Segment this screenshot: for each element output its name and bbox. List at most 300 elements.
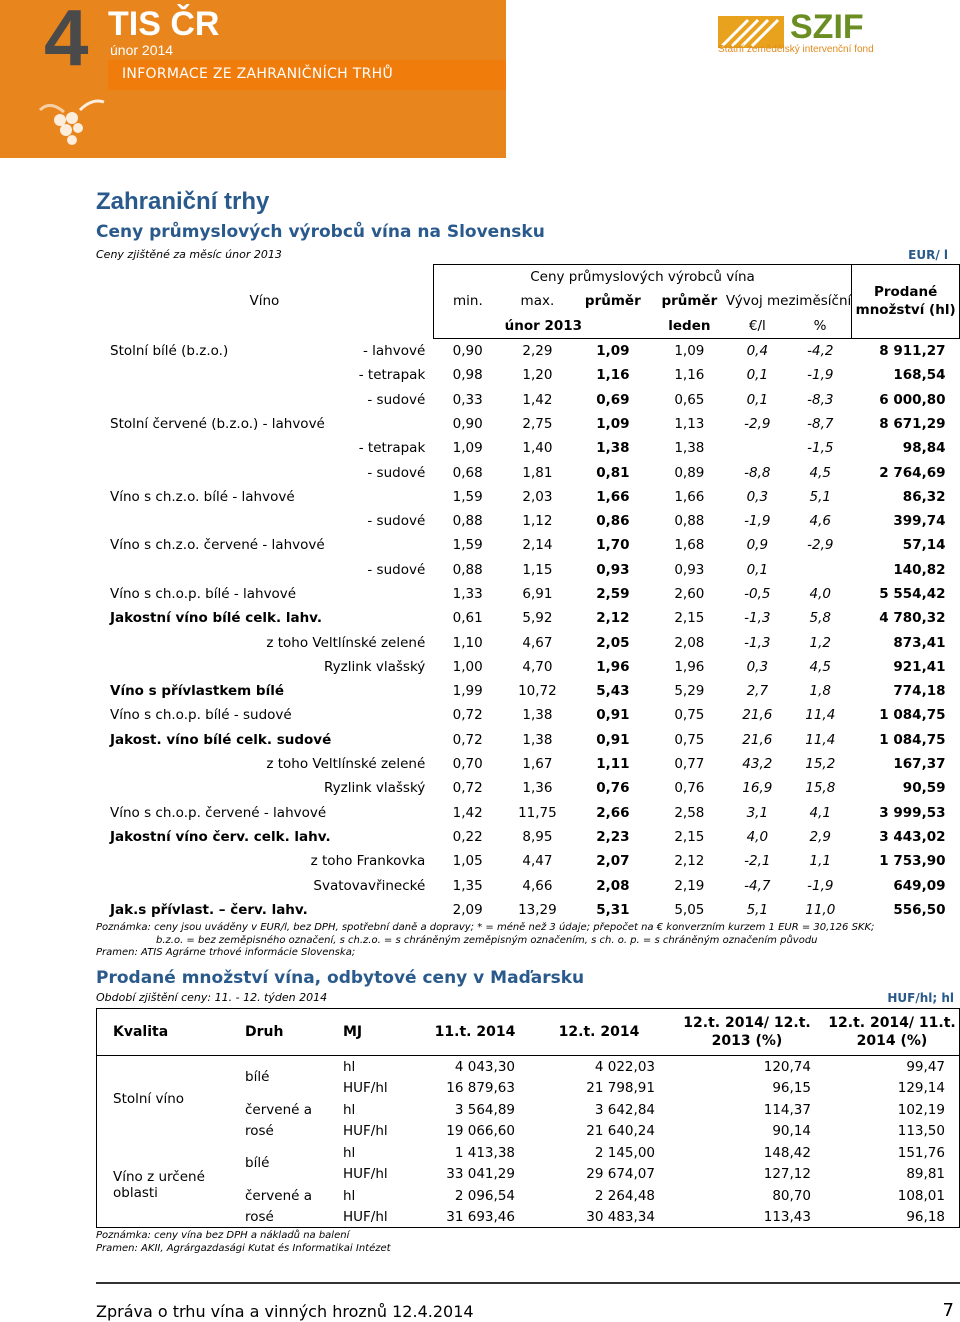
row-name: Víno s ch.z.o. červené - lahvové <box>110 537 325 554</box>
cell-trend-pct: -1,9 <box>807 367 834 384</box>
cell-avg: 5,43 <box>596 683 630 700</box>
cell-unit: HUF/hl <box>343 1166 388 1183</box>
cell-prev: 2,15 <box>674 828 705 845</box>
cell-qty: 8 671,29 <box>879 415 946 432</box>
cell-min: 0,90 <box>452 343 483 360</box>
cell-max: 4,67 <box>522 634 553 651</box>
col-kvalita: Kvalita <box>113 1024 169 1040</box>
table-row <box>96 655 960 679</box>
row-name: Jakost. víno bílé celk. sudové <box>110 731 332 748</box>
cell-trend-pct: 11,4 <box>805 731 836 748</box>
col-eur: €/l <box>726 314 789 339</box>
col-sold-label: Prodané množství (hl) <box>855 284 956 319</box>
table-row <box>96 825 960 849</box>
hungary-sales-table <box>97 1009 959 1228</box>
cell-avg: 2,66 <box>596 804 630 821</box>
col-month2: leden <box>653 314 726 339</box>
cell-min: 1,59 <box>452 537 483 554</box>
row-subtype: z toho Veltlínské zelené <box>266 634 426 651</box>
cell-trend-eur: -0,5 <box>744 586 771 602</box>
cell-prev: 0,75 <box>674 731 705 748</box>
header-issue: únor 2014 <box>110 42 174 58</box>
cell-avg: 0,69 <box>596 391 630 408</box>
cell-cmp-year: 90,14 <box>772 1123 811 1140</box>
quality-label: Stolní víno <box>113 1091 185 1107</box>
cell-week11: 4 043,30 <box>454 1058 515 1075</box>
cell-min: 1,35 <box>452 877 483 894</box>
cell-min: 0,68 <box>452 464 483 481</box>
row-name <box>96 776 266 800</box>
cell-week11: 3 564,89 <box>454 1101 515 1118</box>
row-subtype: - tetrapak <box>358 440 426 457</box>
cell-trend-pct: 15,2 <box>805 756 836 773</box>
table-row <box>96 460 960 484</box>
cell-avg: 2,05 <box>596 634 630 651</box>
cell-trend-eur: 0,9 <box>746 537 769 554</box>
cell-trend-pct: 1,1 <box>809 853 832 870</box>
szif-logo-text: SZIF <box>790 8 864 46</box>
cell-prev: 1,13 <box>674 415 705 432</box>
cell-avg: 0,91 <box>596 731 630 748</box>
cell-max: 1,38 <box>522 731 553 748</box>
cell-min: 1,33 <box>452 586 483 602</box>
cell-qty: 8 911,27 <box>879 343 946 360</box>
row-name <box>96 558 266 582</box>
header-subtitle: INFORMACE ZE ZAHRANIČNÍCH TRHŮ <box>122 66 393 82</box>
cell-trend-eur: 0,1 <box>746 391 769 408</box>
cell-qty: 774,18 <box>893 683 946 700</box>
cell-qty: 168,54 <box>893 367 946 384</box>
table-row <box>96 387 960 411</box>
cell-trend-eur: 21,6 <box>742 707 773 724</box>
cell-prev: 1,96 <box>674 658 705 675</box>
cell-unit: hl <box>343 1058 356 1075</box>
cell-prev: 0,75 <box>674 707 705 724</box>
cell-min: 1,05 <box>452 853 483 870</box>
cell-prev: 1,09 <box>674 343 705 360</box>
table-row <box>96 533 960 557</box>
cell-cmp-week: 102,19 <box>897 1101 945 1118</box>
header-brand: TIS ČR <box>108 5 220 43</box>
cell-trend-eur: -1,9 <box>744 513 771 530</box>
table-row <box>96 752 960 776</box>
table-row <box>97 1142 959 1164</box>
cell-max: 13,29 <box>518 901 557 918</box>
table-row <box>96 509 960 533</box>
cell-prev: 2,60 <box>674 586 705 602</box>
table-row <box>96 849 960 873</box>
cell-trend-eur: 0,4 <box>746 343 769 360</box>
row-subtype: Ryzlink vlašský <box>323 780 426 797</box>
cell-prev: 1,66 <box>674 488 705 505</box>
col-group <box>433 265 851 290</box>
cell-trend-pct: 5,8 <box>809 610 832 627</box>
cell-trend-eur: 3,1 <box>746 804 769 821</box>
cell-min: 0,33 <box>452 391 483 408</box>
cell-trend-eur: 0,1 <box>746 367 769 384</box>
cell-qty: 86,32 <box>902 488 946 505</box>
cell-cmp-week: 151,76 <box>897 1144 945 1161</box>
table-row <box>96 338 960 363</box>
row-name <box>96 752 266 776</box>
col-vino <box>96 265 433 339</box>
row-name: Víno s ch.o.p. červené - lahvové <box>110 804 327 821</box>
cell-avg: 5,31 <box>596 901 630 918</box>
slovakia-price-table <box>96 264 960 922</box>
quality-label: Víno z určené oblasti <box>113 1169 205 1201</box>
cell-trend-eur: -2,1 <box>744 853 771 870</box>
cell-week11: 31 693,46 <box>446 1209 515 1226</box>
table-row <box>96 436 960 460</box>
row-name: Stolní bílé (b.z.o.) <box>110 342 229 359</box>
cell-cmp-year: 96,15 <box>772 1080 811 1097</box>
cell-max: 2,03 <box>522 488 553 505</box>
cell-trend-eur: 4,0 <box>746 828 769 845</box>
cell-trend-eur: 16,9 <box>742 780 773 797</box>
cell-qty: 98,84 <box>902 440 946 457</box>
table-row <box>96 582 960 606</box>
cell-avg: 2,59 <box>596 586 630 602</box>
cell-trend-eur: 0,3 <box>746 488 769 505</box>
cell-min: 0,98 <box>452 367 483 384</box>
section2-period: Období zjištění ceny: 11. - 12. týden 2014 <box>96 991 328 1004</box>
cell-trend-eur: 43,2 <box>742 756 773 773</box>
cell-trend-pct: 4,0 <box>809 586 832 602</box>
col-pct: % <box>789 314 852 339</box>
footer-text: Zpráva o trhu vína a vinných hroznů 12.4.2014 <box>96 1302 474 1321</box>
row-name: Jakostní víno červ. celk. lahv. <box>110 828 331 845</box>
cell-max: 1,67 <box>522 756 553 773</box>
cell-avg: 0,76 <box>596 780 630 797</box>
cell-cmp-week: 129,14 <box>897 1080 945 1097</box>
cell-max: 4,66 <box>522 877 553 894</box>
col-max: max. <box>520 293 555 310</box>
row-subtype: - sudové <box>367 561 426 578</box>
cell-cmp-week: 113,50 <box>897 1123 945 1140</box>
cell-prev: 0,65 <box>674 391 705 408</box>
cell-prev: 2,15 <box>674 610 705 627</box>
cell-trend-pct: 4,5 <box>809 464 832 481</box>
cell-max: 1,42 <box>522 391 553 408</box>
section1-period: Ceny zjištěné za měsíc únor 2013 <box>96 248 282 261</box>
cell-min: 0,72 <box>452 731 483 748</box>
table-row <box>96 485 960 509</box>
cell-cmp-year: 120,74 <box>763 1058 811 1075</box>
cell-qty: 1 753,90 <box>879 853 946 870</box>
col-group-label: Ceny průmyslových výrobců vína <box>530 269 755 286</box>
cell-qty: 2 764,69 <box>879 464 946 481</box>
table-row <box>96 630 960 654</box>
row-name <box>96 387 266 411</box>
cell-trend-eur: 21,6 <box>742 731 773 748</box>
row-subtype: z toho Veltlínské zelené <box>266 756 426 773</box>
cell-min: 1,09 <box>452 440 483 457</box>
col-sold <box>852 265 960 339</box>
row-name: Jakostní víno bílé celk. lahv. <box>110 610 323 627</box>
cell-trend-pct: -1,5 <box>807 440 834 457</box>
col-w11: 11.t. 2014 <box>434 1024 516 1040</box>
cell-min: 1,10 <box>452 634 483 651</box>
cell-trend-eur: -2,9 <box>744 415 771 432</box>
table-row <box>96 558 960 582</box>
cell-prev: 2,12 <box>674 853 705 870</box>
cell-trend-eur: 0,3 <box>746 658 769 675</box>
col-cmp2: 12.t. 2014/ 11.t. 2014 (%) <box>828 1015 956 1049</box>
cell-max: 11,75 <box>518 804 557 821</box>
cell-max: 8,95 <box>522 828 553 845</box>
cell-qty: 3 443,02 <box>879 828 946 845</box>
cell-unit: hl <box>343 1101 356 1118</box>
cell-max: 1,20 <box>522 367 553 384</box>
row-name <box>96 460 266 484</box>
cell-avg: 0,93 <box>596 561 630 578</box>
cell-week12: 29 674,07 <box>586 1166 655 1183</box>
cell-cmp-week: 99,47 <box>906 1058 945 1075</box>
cell-max: 1,81 <box>522 464 553 481</box>
section1-unit: EUR/ l <box>908 248 948 262</box>
row-name <box>96 873 266 897</box>
cell-min: 0,22 <box>452 828 483 845</box>
cell-cmp-year: 114,37 <box>763 1101 811 1118</box>
cell-unit: HUF/hl <box>343 1123 388 1140</box>
cell-trend-pct: 5,1 <box>809 488 832 505</box>
cell-min: 0,70 <box>452 756 483 773</box>
cell-prev: 2,58 <box>674 804 705 821</box>
col-druh: Druh <box>245 1024 284 1040</box>
cell-cmp-year: 148,42 <box>763 1144 811 1161</box>
footer-divider <box>96 1282 960 1284</box>
cell-avg: 1,11 <box>596 756 630 773</box>
col-cmp1: 12.t. 2014/ 12.t. 2013 (%) <box>683 1015 811 1049</box>
cell-min: 0,72 <box>452 707 483 724</box>
cell-week12: 21 640,24 <box>586 1123 655 1140</box>
cell-prev: 0,88 <box>674 513 705 530</box>
cell-max: 4,70 <box>522 658 553 675</box>
cell-week12: 30 483,34 <box>586 1209 655 1226</box>
cell-max: 1,12 <box>522 513 553 530</box>
cell-min: 0,61 <box>452 610 483 627</box>
section2-title: Prodané množství vína, odbytové ceny v Maďarsku <box>96 968 585 988</box>
cell-qty: 1 084,75 <box>879 707 946 724</box>
cell-prev: 1,68 <box>674 537 705 554</box>
cell-week11: 16 879,63 <box>446 1080 515 1097</box>
cell-min: 1,99 <box>452 683 483 700</box>
cell-qty: 649,09 <box>893 877 946 894</box>
table-row <box>96 412 960 436</box>
cell-max: 1,40 <box>522 440 553 457</box>
cell-prev: 5,05 <box>674 901 705 918</box>
row-subtype: - sudové <box>367 513 426 530</box>
cell-trend-eur: 0,1 <box>746 561 769 578</box>
cell-prev: 0,77 <box>674 756 705 773</box>
cell-qty: 57,14 <box>902 537 946 554</box>
row-subtype: - lahvové <box>362 342 426 359</box>
note-source: Pramen: ATIS Agrárne trhové informácie Slovenska; <box>96 947 356 958</box>
row-name <box>96 849 266 873</box>
row-name <box>96 436 266 460</box>
cell-trend-pct: 2,9 <box>809 828 832 845</box>
row-name: Víno s přívlastkem bílé <box>110 683 284 700</box>
cell-trend-pct: 1,8 <box>809 683 832 700</box>
cell-unit: hl <box>343 1144 356 1161</box>
cell-week12: 4 022,03 <box>594 1058 655 1075</box>
table-row <box>96 898 960 922</box>
row-name <box>96 630 266 654</box>
cell-qty: 5 554,42 <box>879 586 946 602</box>
row-subtype: z toho Frankovka <box>310 853 426 870</box>
page-header <box>0 0 960 160</box>
cell-max: 1,38 <box>522 707 553 724</box>
cell-cmp-year: 80,70 <box>772 1187 811 1204</box>
section2-notes <box>96 1230 391 1255</box>
cell-avg: 1,38 <box>596 440 630 457</box>
col-min: min. <box>433 289 502 313</box>
cell-avg: 1,96 <box>596 658 630 675</box>
cell-trend-pct: -1,9 <box>807 877 834 894</box>
note-line: b.z.o. = bez zeměpisného označení, s ch.z.o. = s chráněným zeměpisným označením, s ch. o. p. = s chráněným označením původu <box>156 934 818 946</box>
cell-trend-pct: 1,2 <box>809 634 832 651</box>
cell-max: 2,29 <box>522 343 553 360</box>
cell-week11: 33 041,29 <box>446 1166 515 1183</box>
cell-trend-eur: 5,1 <box>746 901 769 918</box>
cell-avg: 2,08 <box>596 877 630 894</box>
cell-max: 10,72 <box>518 683 557 700</box>
row-name: Víno s ch.z.o. bílé - lahvové <box>110 488 295 505</box>
col-avg: průměr <box>584 293 641 310</box>
cell-qty: 399,74 <box>893 513 946 530</box>
szif-logo-subtext: Státní zemědělský intervenční fond <box>718 44 874 55</box>
cell-trend-pct: 11,0 <box>805 901 836 918</box>
cell-prev: 5,29 <box>674 683 705 700</box>
cell-qty: 90,59 <box>902 780 946 797</box>
row-name <box>96 655 266 679</box>
row-name: Jak.s přívlast. – červ. lahv. <box>110 901 308 918</box>
col-month1: únor 2013 <box>433 314 653 339</box>
hungary-table-frame <box>96 1008 960 1228</box>
row-name <box>96 509 266 533</box>
cell-prev: 0,93 <box>674 561 705 578</box>
header-digit: 4 <box>44 0 89 82</box>
page-number: 7 <box>942 1300 954 1321</box>
table-row <box>96 703 960 727</box>
cell-week12: 2 264,48 <box>594 1187 655 1204</box>
grapes-icon <box>20 90 110 158</box>
section1-title: Ceny průmyslových výrobců vína na Slovensku <box>96 222 545 242</box>
cell-prev: 1,38 <box>674 440 705 457</box>
col-mj: MJ <box>343 1024 363 1040</box>
cell-max: 5,92 <box>522 610 553 627</box>
table-row <box>96 873 960 897</box>
cell-avg: 2,23 <box>596 828 630 845</box>
cell-unit: HUF/hl <box>343 1209 388 1226</box>
cell-trend-pct: 11,4 <box>805 707 836 724</box>
cell-min: 0,88 <box>452 513 483 530</box>
page-title: Zahraniční trhy <box>96 188 270 215</box>
cell-trend-eur: -8,8 <box>744 464 771 481</box>
cell-week12: 21 798,91 <box>586 1080 655 1097</box>
cell-min: 0,72 <box>452 780 483 797</box>
col-prev: průměr <box>661 293 718 310</box>
cell-avg: 1,09 <box>596 343 630 360</box>
kind-label: bílé <box>245 1069 270 1085</box>
cell-cmp-week: 96,18 <box>906 1209 945 1226</box>
cell-min: 2,09 <box>452 901 483 918</box>
cell-qty: 1 084,75 <box>879 731 946 748</box>
cell-trend-eur: 2,7 <box>746 683 769 700</box>
cell-avg: 1,66 <box>596 488 630 505</box>
cell-qty: 167,37 <box>893 756 946 773</box>
cell-week11: 19 066,60 <box>446 1123 515 1140</box>
row-subtype: - tetrapak <box>358 367 426 384</box>
table-row <box>96 728 960 752</box>
cell-avg: 1,70 <box>596 537 630 554</box>
cell-trend-pct: -8,3 <box>807 391 834 408</box>
cell-prev: 0,76 <box>674 780 705 797</box>
cell-qty: 873,41 <box>893 634 946 651</box>
cell-week12: 2 145,00 <box>594 1144 655 1161</box>
kind-label: červené a rosé <box>245 1101 312 1139</box>
cell-prev: 2,08 <box>674 634 705 651</box>
cell-qty: 6 000,80 <box>879 391 946 408</box>
row-subtype: Ryzlink vlašský <box>323 658 426 675</box>
cell-avg: 1,16 <box>596 367 630 384</box>
cell-max: 1,15 <box>522 561 553 578</box>
cell-trend-eur: -1,3 <box>744 610 771 627</box>
cell-max: 1,36 <box>522 780 553 797</box>
cell-prev: 2,19 <box>674 877 705 894</box>
cell-qty: 556,50 <box>893 901 946 918</box>
row-name: Stolní červené (b.z.o.) - lahvové <box>110 415 325 432</box>
cell-cmp-year: 113,43 <box>763 1209 811 1226</box>
row-name <box>96 363 266 387</box>
cell-trend-pct: -4,2 <box>807 343 834 360</box>
section1-notes <box>96 922 874 960</box>
cell-avg: 0,91 <box>596 707 630 724</box>
kind-label: červené a rosé <box>245 1187 312 1225</box>
row-name: Víno s ch.o.p. bílé - lahvové <box>110 586 297 602</box>
cell-avg: 0,81 <box>596 464 630 481</box>
cell-qty: 4 780,32 <box>879 610 946 627</box>
col-trend: Vývoj meziměsíční <box>725 293 852 310</box>
cell-week11: 2 096,54 <box>454 1187 515 1204</box>
cell-min: 1,00 <box>452 658 483 675</box>
cell-week12: 3 642,84 <box>594 1101 655 1118</box>
table-row <box>96 679 960 703</box>
cell-max: 2,14 <box>522 537 553 554</box>
cell-trend-eur: -1,3 <box>744 634 771 651</box>
cell-trend-pct: -8,7 <box>807 415 834 432</box>
cell-trend-pct: 4,5 <box>809 658 832 675</box>
row-subtype: - sudové <box>367 391 426 408</box>
cell-max: 2,75 <box>522 415 553 432</box>
cell-min: 1,42 <box>452 804 483 821</box>
cell-prev: 0,89 <box>674 464 705 481</box>
row-name: Víno s ch.o.p. bílé - sudové <box>110 707 292 724</box>
table-row <box>96 606 960 630</box>
note-line: Poznámka: ceny jsou uváděny v EUR/l, bez DPH, spotřební daně a dopravy; * = méně než 3 údaje; přepočet na € konverzním kurzem 1 EUR = 30,126 SKK; <box>96 922 875 933</box>
table-row <box>97 1056 959 1078</box>
cell-cmp-week: 89,81 <box>906 1166 945 1183</box>
cell-qty: 140,82 <box>893 561 946 578</box>
cell-prev: 1,16 <box>674 367 705 384</box>
cell-trend-pct: 4,1 <box>809 804 832 821</box>
kind-label: bílé <box>245 1155 270 1171</box>
row-subtype: - sudové <box>367 464 426 481</box>
cell-avg: 1,09 <box>596 415 630 432</box>
cell-avg: 0,86 <box>596 513 630 530</box>
table-row <box>96 801 960 825</box>
col-w12: 12.t. 2014 <box>558 1024 640 1040</box>
